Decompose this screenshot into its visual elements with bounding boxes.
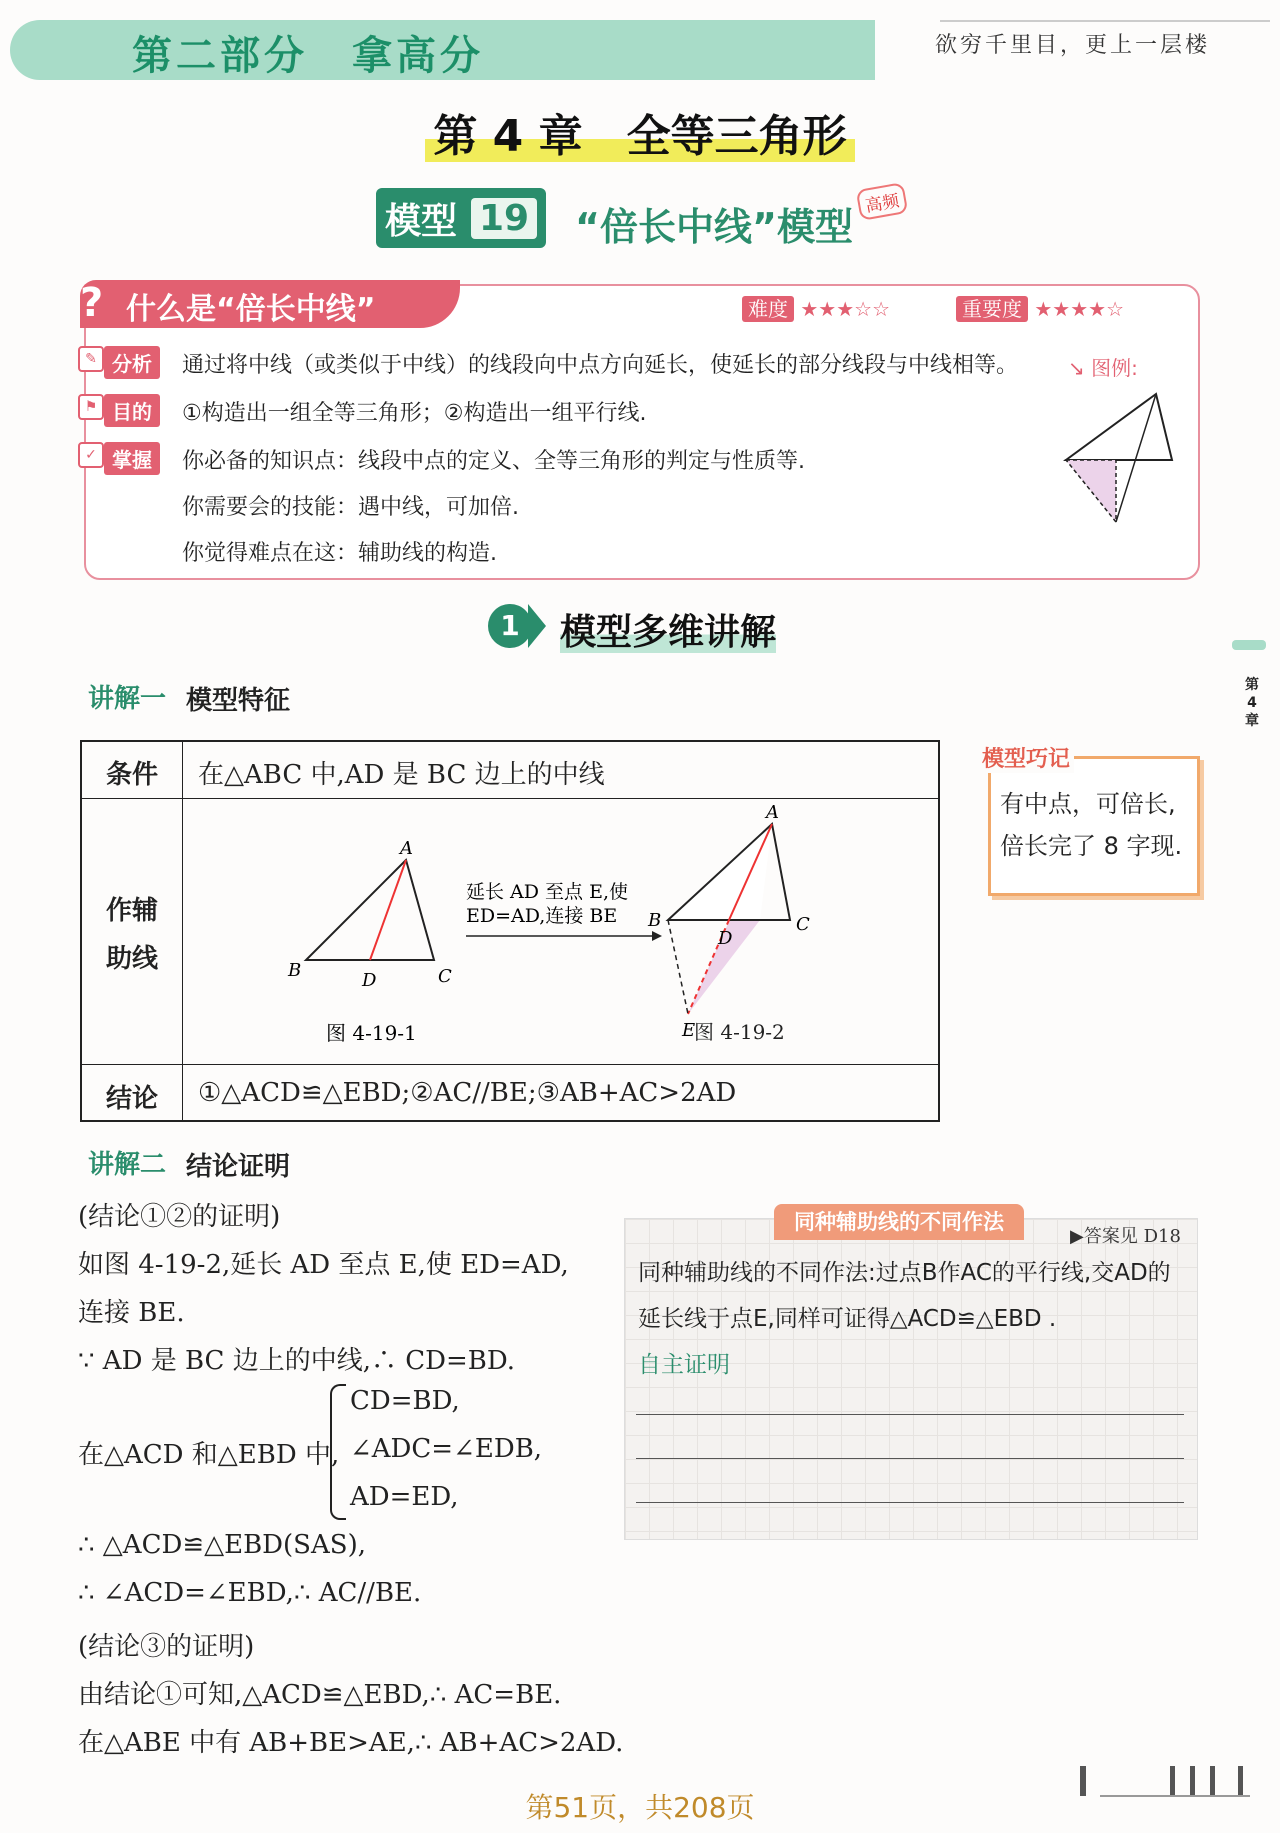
fig2-be-line	[668, 920, 688, 1014]
analysis-text: 通过将中线（或类似于中线）的线段向中点方向延长，使延长的部分线段与中线相等。	[182, 353, 1019, 378]
aux-head-2: 助线	[106, 944, 159, 974]
explain1-title: 模型特征	[186, 686, 291, 716]
answer-ref: ▶答案见 D18	[1070, 1226, 1181, 1247]
master-line-1: 你必备的知识点：线段中点的定义、全等三角形的判定与性质等.	[182, 449, 805, 474]
proof-line-2: 如图 4-19-2,延长 AD 至点 E,使 ED=AD,	[78, 1250, 569, 1280]
model-label	[376, 188, 546, 248]
page-footer: 第51页，共208页	[525, 1791, 755, 1824]
answer-rule-2[interactable]	[636, 1458, 1184, 1459]
section-arrow	[528, 604, 546, 648]
part-title: 第二部分 拿高分	[132, 33, 484, 79]
what-is-title: 什么是“倍长中线”	[126, 292, 376, 327]
answer-line-1: 同种辅助线的不同作法:过点B作AC的平行线,交AD的	[638, 1260, 1171, 1286]
proof-line-8: (结论③的证明)	[78, 1632, 255, 1662]
answer-rule-1[interactable]	[636, 1414, 1184, 1415]
difficulty-label: 难度	[742, 296, 794, 322]
master-label: 掌握	[104, 442, 160, 475]
legend-figure	[1056, 384, 1186, 534]
proof-line-7: ∴ ∠ACD=∠EBD,∴ AC//BE.	[78, 1578, 422, 1608]
fig1-triangle	[306, 860, 434, 960]
answer-tab: 同种辅助线的不同作法	[774, 1204, 1024, 1240]
master-line-2: 你需要会的技能：遇中线，可加倍.	[182, 495, 519, 520]
motto: 欲穷千里目，更上一层楼	[934, 33, 1210, 58]
proof-line-3: 连接 BE.	[78, 1298, 185, 1328]
explain2-title: 结论证明	[186, 1152, 291, 1182]
importance-rating	[956, 293, 1124, 322]
cond-text: 在△ABC 中,AD 是 BC 边上的中线	[198, 760, 605, 790]
section-number: 1	[488, 604, 532, 648]
legend-median	[1116, 394, 1156, 522]
explain1-label: 讲解一	[88, 684, 167, 714]
importance-stars: ★★★★☆	[1034, 297, 1125, 321]
step-arrowhead	[652, 931, 662, 941]
brace-line-2: ∠ADC=∠EDB,	[350, 1434, 543, 1464]
difficulty-rating	[742, 293, 890, 322]
conclusion-head: 结论	[106, 1084, 159, 1114]
question-icon: ?	[80, 280, 104, 326]
header-rule	[940, 20, 1270, 22]
analysis-label: 分析	[104, 346, 160, 379]
fig1-label-b: B	[288, 960, 302, 981]
tip-line-2: 倍长完了 8 字现.	[1000, 832, 1183, 860]
brace-line-1: CD=BD,	[350, 1386, 460, 1416]
fig2-label-e: E	[682, 1020, 696, 1041]
self-proof-label: 自主证明	[638, 1352, 730, 1378]
proof-line-4: ∵ AD 是 BC 边上的中线,∴ CD=BD.	[78, 1346, 516, 1376]
fig2-label-b: B	[648, 910, 662, 931]
conclusion-text: ①△ACD≌△EBD;②AC//BE;③AB+AC>2AD	[198, 1078, 737, 1108]
fig1-label-d: D	[362, 970, 377, 991]
fig2-label-d: D	[718, 928, 733, 949]
frequency-badge: 高频	[856, 182, 909, 221]
cond-head: 条件	[106, 760, 159, 790]
legend-triangle	[1066, 394, 1172, 460]
model-number: 19	[471, 198, 537, 239]
model-word: 模型	[384, 200, 457, 242]
goal-icon: ⚑	[78, 394, 104, 420]
goal-text: ①构造出一组全等三角形；②构造出一组平行线.	[182, 401, 647, 426]
answer-rule-3[interactable]	[636, 1502, 1184, 1503]
section-title: 模型多维讲解	[560, 612, 777, 653]
proof-line-10: 在△ABE 中有 AB+BE>AE,∴ AB+AC>2AD.	[78, 1728, 624, 1758]
step-line-2: ED=AD,连接 BE	[466, 905, 618, 927]
analysis-icon: ✎	[78, 346, 104, 372]
model-name: “倍长中线”模型	[575, 205, 853, 249]
proof-line-6: ∴ △ACD≌△EBD(SAS),	[78, 1530, 366, 1560]
fig2-label-a: A	[766, 802, 779, 823]
fig1-median	[370, 860, 406, 960]
legend-label: ↘ 图例:	[1068, 356, 1138, 380]
side-tab	[1232, 640, 1266, 650]
difficulty-stars: ★★★☆☆	[800, 297, 891, 321]
legend-shaded	[1066, 460, 1116, 522]
step-line-1: 延长 AD 至点 E,使	[466, 881, 628, 903]
tip-line-1: 有中点，可倍长,	[1000, 790, 1176, 818]
fig2-label-c: C	[796, 914, 810, 935]
side-chapter-mark: 第4章	[1245, 677, 1259, 729]
aux-head-1: 作辅	[106, 896, 159, 926]
brace-line-3: AD=ED,	[350, 1482, 459, 1512]
model-table	[80, 740, 940, 1122]
goal-label: 目的	[104, 394, 160, 427]
barcode-decoration	[1060, 1762, 1260, 1802]
fig1-label-c: C	[438, 966, 452, 987]
importance-label: 重要度	[956, 296, 1028, 322]
master-icon: ✓	[78, 442, 104, 468]
proof-line-9: 由结论①可知,△ACD≌△EBD,∴ AC=BE.	[78, 1680, 562, 1710]
proof-line-1: (结论①②的证明)	[78, 1202, 281, 1232]
chapter-title: 第 4 章 全等三角形	[0, 100, 1280, 164]
fig1-label-a: A	[400, 838, 413, 859]
tip-title: 模型巧记	[978, 742, 1074, 773]
proof-brace	[330, 1384, 346, 1520]
answer-line-2: 延长线于点E,同样可证得△ACD≌△EBD .	[638, 1306, 1057, 1332]
explain2-label: 讲解二	[88, 1150, 167, 1180]
master-line-3: 你觉得难点在这：辅助线的构造.	[182, 541, 497, 566]
construction-figures	[186, 800, 932, 1062]
proof-line-5: 在△ACD 和△EBD 中,	[78, 1440, 340, 1470]
fig2-caption: 图 4-19-2	[694, 1020, 785, 1044]
fig1-caption: 图 4-19-1	[326, 1021, 417, 1045]
